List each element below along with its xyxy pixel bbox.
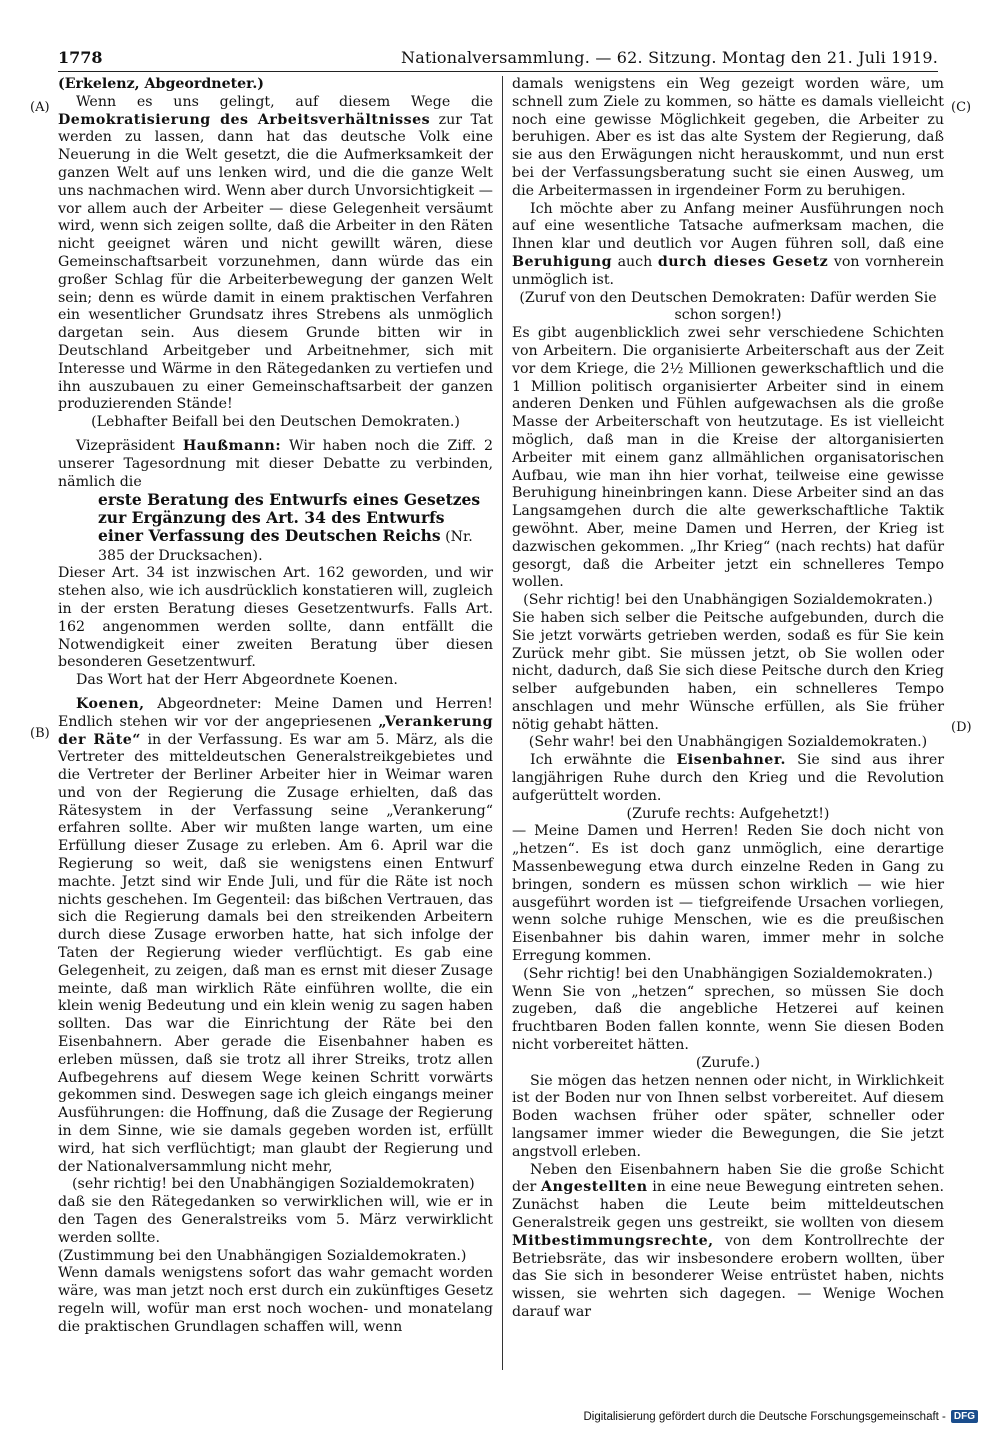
- agenda-title: erste Beratung des Entwurfs eines Gesetzes zur Ergänzung des Art. 34 des Entwurfs einer Verfassung des Deutschen Reichs (Nr. 385 der Drucksachen).: [98, 490, 481, 565]
- interjection: (Sehr richtig! bei den Unabhängigen Sozialdemokraten.): [523, 965, 933, 982]
- interjection: (Zustimmung bei den Unabhängigen Sozialdemokraten.): [58, 1247, 467, 1264]
- header-rule: [58, 71, 938, 72]
- margin-marker-c: (C): [951, 100, 972, 115]
- interjection: (Lebhafter Beifall bei den Deutschen Demokraten.): [91, 414, 460, 431]
- margin-marker-d: (D): [951, 720, 972, 735]
- running-title: Nationalversammlung. — 62. Sitzung. Montag den 21. Juli 1919.: [401, 48, 938, 67]
- paragraph: Dieser Art. 34 ist inzwischen Art. 162 geworden, und wir stehen also, wie ich ausdrücklich konstatieren will, zugleich in der ersten Beratung dieses Gesetzentwurfs. Falls Art. 162 angenommen werden sollte, dann entfällt die Notwendigkeit einer zweiten Beratung über diesen besonderen Gesetzentwurf.: [58, 565, 493, 671]
- speech-paragraph: Koenen, Abgeordneter: Meine Damen und Herren! Endlich stehen wir vor der angepriesenen „Verankerung der Räte“ in der Verfassung. Es war am 5. März, als die Vertreter des mitteldeutschen Generalstreikgebietes und die Vertreter der Berliner Arbeiter hier in Weimar waren und von der Regierung die Zusage erhielten, daß das Rätesystem in der Verfassung seine „Verankerung“ erfahren sollte. Aber wir mußten lange warten, um eine Erfüllung dieser Zusage zu erleben. Am 6. April war die Regierung so weit, daß sie wenigstens einen Entwurf machte. Jetzt sind wir Ende Juli, und für die Räte ist noch nichts geschehen. Im Gegenteil: das bißchen Vertrauen, das sich die Regierung damals bei den streikenden Arbeitern durch diese Zusage erworben hatte, hat sich infolge der Taten der Regierung wieder verflüchtigt. Es gab eine Gelegenheit, zu zeigen, daß man es ernst mit dieser Zusage meinte, daß man wirklich Räte einführen wollte, die ein klein wenig Bedeutung und ein klein wenig zu sagen haben sollten. Das war die Einrichtung der Räte bei den Eisenbahnern. Aber gerade die Eisenbahner haben es erleben müssen, daß sie trotz all ihrer Streiks, trotz allen Aufbegehrens auf diesem Wege keinen Schritt vorwärts gekommen sind. Deswegen sage ich gleich eingangs meiner Ausführungen: die Hoffnung, daß die Zusage der Regierung in dem Sinne, wie sie damals gegeben worden ist, erfüllt wird, hat sich verflüchtigt; man glaubt der Regierung und der Nationalversammlung nicht mehr,: [58, 695, 493, 1175]
- paragraph: Sie mögen das hetzen nennen oder nicht, in Wirklichkeit ist der Boden nur von Ihnen selbst vorbereitet. Auf diesem Boden wachsen früher oder später, schneller oder langsamer immer wieder die Bewegungen, die Sie jetzt angstvoll erleben.: [512, 1072, 944, 1160]
- margin-marker-a: (A): [30, 100, 50, 115]
- margin-marker-b: (B): [30, 726, 50, 741]
- interjection: (Zuruf von den Deutschen Demokraten: Dafür werden Sie schon sorgen!): [519, 289, 937, 324]
- speaker-reference: (Erkelenz, Abgeordneter.): [58, 76, 265, 92]
- dfg-logo-icon: DFG: [951, 1410, 978, 1423]
- paragraph: Das Wort hat der Herr Abgeordnete Koenen.: [76, 672, 398, 689]
- paragraph: daß sie den Rätegedanken so verwirklichen will, wie er in den Tagen des Generalstreiks vom 5. März verwirklicht werden sollte.: [58, 1194, 493, 1246]
- paragraph: Vizepräsident Haußmann: Wir haben noch die Ziff. 2 unserer Tagesordnung mit dieser Debatte zu verbinden, nämlich die: [58, 437, 493, 490]
- right-column: [512, 76, 944, 1322]
- interjection: (Sehr richtig! bei den Unabhängigen Sozialdemokraten.): [523, 592, 933, 609]
- column-divider: [502, 76, 503, 1370]
- paragraph: damals wenigstens ein Weg gezeigt worden wäre, um schnell zum Ziele zu kommen, so hätte es damals vielleicht noch eine gewisse Möglichkeit gegeben, die Arbeiter zu beruhigen. Aber es ist das alte System der Regierung, daß sie aus den Erwägungen nicht herauskommt, und nun erst bei der Verfassungsberatung sucht sie einen Ausweg, um die Arbeitermassen in irgendeiner Form zu beruhigen.: [512, 76, 944, 199]
- digitization-footer: [583, 1410, 978, 1423]
- interjection: (Zurufe.): [695, 1054, 761, 1071]
- funding-credit: Digitalisierung gefördert durch die Deutsche Forschungsgemeinschaft -: [583, 1410, 946, 1423]
- paragraph: Wenn damals wenigstens sofort das wahr gemacht worden wäre, was man jetzt noch erst durch ein zukünftiges Gesetz regeln will, wofür man erst noch wochen- und monatelang die praktischen Grundlagen schaffen will, wenn: [58, 1265, 493, 1335]
- paragraph: Neben den Eisenbahnern haben Sie die große Schicht der Angestellten in eine neue Bewegung eintreten sehen. Zunächst haben die Leute beim mitteldeutschen Generalstreik gegen uns gestreikt, sie wollten von diesem Mitbestimmungsrechte, von dem Kontrollrechte der Betriebsräte, das wir insbesondere erobern wollten, über das Sie sich in besonderer Weise entrüstet haben, nichts wissen, sie wehrten sich dagegen. — Wenige Wochen darauf war: [512, 1161, 944, 1320]
- paragraph: Wenn Sie von „hetzen“ sprechen, so müssen Sie doch zugeben, daß die angebliche Hetzerei auf keinen fruchtbaren Boden fallen konnte, wenn Sie diesen Boden nicht vorbereitet hätten.: [512, 983, 944, 1054]
- interjection: (Zurufe rechts: Aufgehetzt!): [626, 805, 830, 822]
- paragraph: Ich erwähnte die Eisenbahner. Sie sind aus ihrer langjährigen Ruhe durch den Krieg und die Revolution aufgerüttelt worden.: [512, 752, 945, 804]
- paragraph: Ich möchte aber zu Anfang meiner Ausführungen noch auf eine wesentliche Tatsache aufmerksam machen, die Ihnen klar und deutlich vor Augen führen soll, daß eine Beruhigung auch durch dieses Gesetz von vornherein unmöglich ist.: [512, 200, 945, 288]
- interjection: (sehr richtig! bei den Unabhängigen Sozialdemokraten): [72, 1176, 475, 1193]
- page-number: 1778: [58, 48, 103, 67]
- paragraph: Wenn es uns gelingt, auf diesem Wege die Demokratisierung des Arbeitsverhältnisses zur Tat werden zu lassen, dann hat das deutsche Volk eine Neuerung in die Welt gesetzt, die die Aufmerksamkeit der ganzen Welt auf uns lenken wird, und die die ganze Welt uns nachmachen wird. Wenn aber durch Unvorsichtigkeit — vor allem auch der Arbeiter — diese Gelegenheit versäumt wird, wenn sich zeigen sollte, daß die Arbeiter in den Räten nicht geeignet wären und nicht gewillt wären, diese Gemeinschaftsarbeit vorzunehmen, dann würde das ein großer Schlag für die Arbeiterbewegung der ganzen Welt sein; denn es würde damit in einem praktischen Verfahren ein wesentlicher Grundsatz ihres Strebens als unmöglich dargetan sein. Aus diesem Grunde bitten wir in Deutschland Arbeitgeber und Arbeitnehmer, sich mit Interesse und Wärme in den Rätegedanken zu vertiefen und ihn auszubauen zu einer Gemeinschaftsarbeit der ganzen produzierenden Stände!: [58, 93, 493, 413]
- left-column: [58, 76, 493, 1337]
- paragraph: Sie haben sich selber die Peitsche aufgebunden, durch die Sie jetzt vorwärts getrieben werden, sodaß es für Sie kein Zurück mehr gibt. Sie müssen jetzt, ob Sie wollen oder nicht, dadurch, daß Sie sich diese Peitsche durch den Krieg selber aufgebunden haben, ein schnelleres Tempo anschlagen und mehr Wünsche erfüllen, als Sie früher nötig gehabt hätten.: [512, 609, 944, 733]
- paragraph: — Meine Damen und Herren! Reden Sie doch nicht von „hetzen“. Es ist doch ganz unmöglich, eine derartige Massenbewegung etwa durch einzelne Reden in Gang zu bringen, sondern es müssen schon wirklich — wie hier ausgeführt worden ist — tiefgreifende Ursachen vorliegen, wenn solche ruhige Menschen, wie es die preußischen Eisenbahner bis dahin waren, immer mehr in solche Erregung kommen.: [512, 823, 944, 965]
- paragraph: Es gibt augenblicklich zwei sehr verschiedene Schichten von Arbeitern. Die organisierte Arbeiterschaft aus der Zeit vor dem Kriege, die 2½ Millionen gewerkschaftlich und die 1 Million politisch organisierter Arbeiter sind in einem anderen Denken und Fühlen aufgewachsen als die große Masse der Arbeiterschaft von heutzutage. Es ist vielleicht möglich, daß man in die Kreise der altorganisierten Arbeiter mit einem ganz allmählichen organisatorischen Aufbau, wie man ihn hier vorhat, teilweise eine gewisse Beruhigung hineinbringen kann. Diese Arbeiter sind an das Langsamgehen durch die alte gewerkschaftliche Taktik gewöhnt. Aber, meine Damen und Herren, der Krieg ist dazwischen gekommen. „Ihr Krieg“ (nach rechts) hat dafür gesorgt, daß die Arbeiter jetzt ein schnelleres Tempo wollen.: [512, 325, 944, 591]
- interjection: (Sehr wahr! bei den Unabhängigen Sozialdemokraten.): [528, 734, 928, 751]
